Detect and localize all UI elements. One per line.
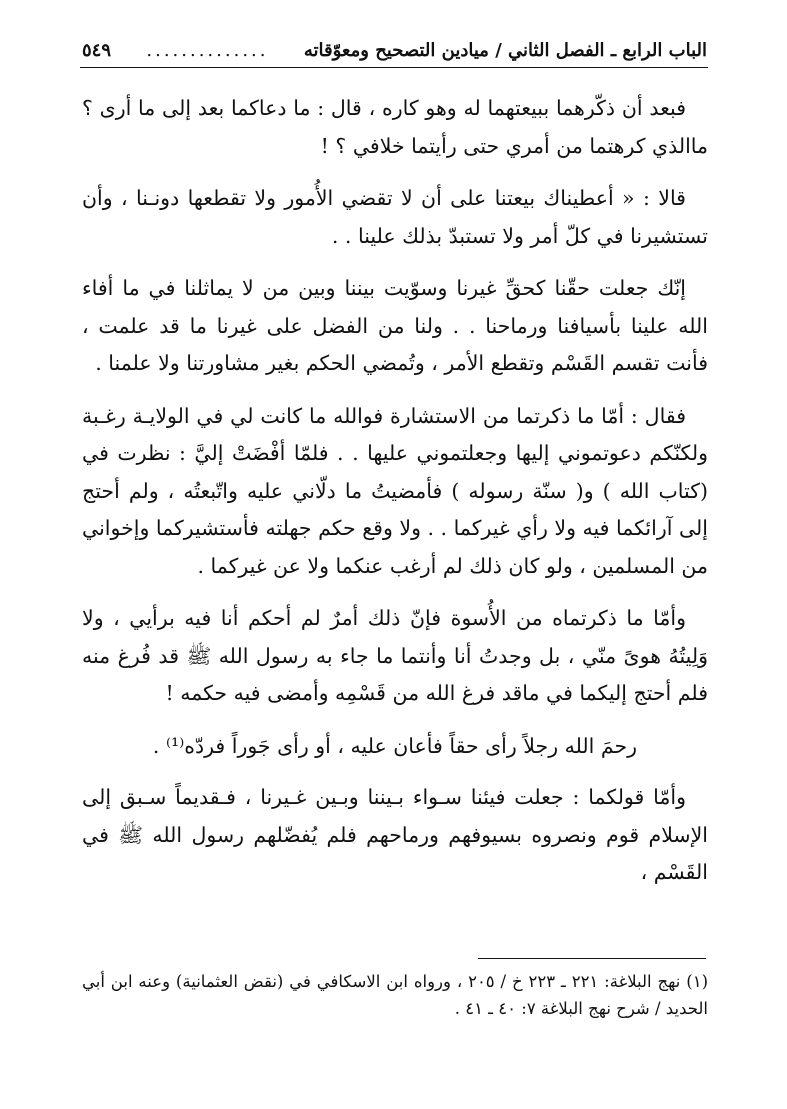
chapter-title: الباب الرابع ـ الفصل الثاني / ميادين التصحيح ومعوّقاته xyxy=(303,40,707,61)
page-number: ٥٤٩ xyxy=(82,40,112,61)
paragraph: فبعد أن ذكّرهما ببيعتهما له وهو كاره ، قال : ما دعاكما بعد إلى ما أرى ؟ ماالذي كرهتما من أمري حتى رأيتما خلافي ؟ ! xyxy=(82,96,708,158)
footnote-text: (١) نهج البلاغة: ٢٢١ ـ ٢٢٣ خ / ٢٠٥ ، ورواه ابن الاسكافي في (نقض العثمانية) وعنه ابن أبي الحديد / شرح نهج البلاغة ٧: ٤٠ ـ ٤١ . xyxy=(82,972,708,1018)
paragraph: وأمّا قولكما : جعلت فيئنا سـواء بـيننا وبـين غـيرنا ، فـقديماً سـبق إلى الإسلام قوم ونصروه بسيوفهم ورماحهم فلم يُفضّلهم رسول الله ﷺ في القَسْم ، xyxy=(82,785,708,884)
paragraph: فقال : أمّا ما ذكرتما من الاستشارة فوالله ما كانت لي في الولايـة رغـبة ولكنّكم دعوتموني إليها وجعلتموني عليها . . فلمّا أفْضَتْ إليَّ : نظرت في (كتاب الله ) و( سنّة رسوله ) فأمضيتُ ما دلّاني عليه واتّبعتُه ، ولم أحتج إلى آرائكما فيه ولا رأي غيركما . . ولا وقع حكم جهلته فأستشيركما وإخواني من المسلمين ، ولو كان ذلك لم أرغب عنكما ولا عن غيركما . xyxy=(82,403,708,578)
footnote-rule xyxy=(478,958,706,959)
running-header xyxy=(82,34,707,64)
paragraph: إنّك جعلت حقّنا كحقِّ غيرنا وسوّيت بيننا وبين من لا يماثلنا في ما أفاء الله علينا بأسيافنا ورماحنا . . ولنا من الفضل على غيرنا ما قد علمت ، فأنت تقسم القَسْم وتقطع الأمر ، وتُمضي الحكم بغير مشاورتنا ولا علمنا . xyxy=(82,276,708,375)
paragraph: وأمّا ما ذكرتماه من الأُسوة فإنّ ذلك أمرٌ لم أحكم أنا فيه برأيي ، ولا وَلِيتُهُ هوىً منّي ، بل وجدتُ أنا وأنتما ما جاء به رسول الله ﷺ قد فُرغ منه فلم أحتج إليكما في ماقد فرغ الله من قَسْمِه وأمضى فيه حكمه ! xyxy=(82,606,708,705)
footnote xyxy=(82,968,708,1022)
header-leader-dots: .............. xyxy=(146,40,269,61)
quoted-saying: رحمَ الله رجلاً رأى حقاً فأعان عليه ، أو رأى جَوراً فردّه⁽¹⁾ . xyxy=(152,733,638,758)
header-rule xyxy=(80,67,708,68)
main-text xyxy=(82,90,708,907)
paragraph: قالا : « أعطيناك بيعتنا على أن لا تقضي الأُمور ولا تقطعها دونـنا ، وأن تستشيرنا في كلّ أمر ولا تستبدّ بذلك علينا . . xyxy=(82,186,708,248)
